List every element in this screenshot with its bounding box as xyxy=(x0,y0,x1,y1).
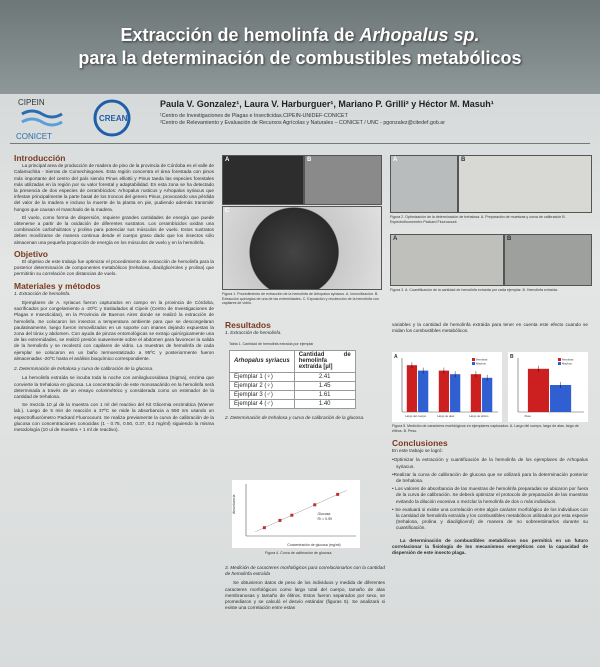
table-cell-name: Ejemplar 4 (♂) xyxy=(230,400,295,409)
fig3-caption: Figura 3. A. Cuantificación de la cantidad de hemolinfa extraída por cada ejemplar. B. Hemolinfa extraída. xyxy=(390,288,559,292)
table-cell-value: 2.41 xyxy=(294,372,355,381)
table-cell-value: 1.61 xyxy=(294,391,355,400)
fig5b-legend-entry: Machos xyxy=(562,361,572,366)
affiliation-2: ²Centro de Relevamiento y Evaluación de Recursos Agrícolas y Naturales – CONICET / UNC - pgonzalez@citedef.gob.ar xyxy=(160,120,445,126)
logos xyxy=(12,96,142,146)
fig4-caption: Figura 4. Curva de calibración de glucosa. xyxy=(265,551,333,555)
fig1-caption: Figura 1. Procedimiento de extracción de la hemolinfa de Arhopalus syriacus. A. Inmovilización. B. Extracción quirúrgica de una de las extremidades. C. Exposición y recolección de la hemolinfa con capilares de vidrio. xyxy=(222,292,379,306)
table-row xyxy=(230,391,356,400)
resultados-sub2: 2. Determinación de trehalosa y curva de calibración de la glucosa. xyxy=(225,415,365,421)
fig2-label-a: A xyxy=(393,157,398,163)
intro-heading: Introducción xyxy=(14,153,66,163)
fig2-photo-a xyxy=(390,155,458,213)
fig5a-bar xyxy=(482,378,492,412)
title-line1: Extracción de hemolinfa de xyxy=(120,25,360,45)
fig1-label-b: B xyxy=(307,157,312,163)
fig4-ylabel: Absorbancia xyxy=(232,494,236,514)
cipein-logo xyxy=(12,96,142,146)
fig5b-tick-label: Peso xyxy=(524,414,531,418)
fig3-label-b: B xyxy=(507,236,512,242)
fig5a-bar xyxy=(471,374,481,412)
fig5b-panel-label: B xyxy=(510,354,514,360)
table-cell-name: Ejemplar 1 (♀) xyxy=(230,372,295,381)
cipein-text: CIPEIN xyxy=(18,98,45,107)
fig4-point xyxy=(336,493,339,496)
affiliations xyxy=(160,113,590,127)
intro-p1: La principal area de producción de madera de pino de la provincia de Córdoba es el valle de Calamuchita - Sierras de Comechingones. Esta región concentra el área forestada con pinos más importante del centro del país siendo Pinus elliottii y Pinus taeda las especies forestales más utilizadas en la región por su valor forestal y adaptabilidad. En esta zona se ha detectado la presencia de dos especies de cerambícidos: Arhopalus rusticus y Arhopalus syriacus que infestan principalmente la parte basal de los troncos del genero Pinus, provocando una pérdida del valor de la madera e incluso la muerte de la planta en pie, pudiendo además transmitir hongos que causan el manchado de la madera. xyxy=(14,163,214,212)
resultados-sub3: 3. Medición de caracteres morfológicos para correlacionarlos con la cantidad de hemolinfa extraída xyxy=(225,565,385,577)
hemolinfa-table xyxy=(229,350,356,409)
fig5a-bar xyxy=(450,374,460,412)
fig5a-tick-label: Largo del cuerpo xyxy=(405,414,427,418)
resultados-sub1: 1. Extracción de hemolinfa. xyxy=(225,330,282,336)
fig5a-legend-swatch xyxy=(472,362,475,365)
fig5a-bar xyxy=(439,371,449,412)
table-cell-name: Ejemplar 2 (♀) xyxy=(230,381,295,390)
fig4-point xyxy=(263,526,266,529)
title-species: Arhopalus sp. xyxy=(359,25,480,45)
right-column-top xyxy=(392,322,588,336)
authors: Paula V. Gonzalez¹, Laura V. Harburguer¹, Mariano P. Grilli² y Héctor M. Masuh¹ xyxy=(160,99,494,109)
header-rule xyxy=(10,143,590,144)
fig5b-legend-swatch xyxy=(558,358,561,361)
table-caption: Tabla 1. Cantidad de hemolinfa extraída por ejemplar xyxy=(229,342,314,347)
fig5a-chart xyxy=(392,352,502,422)
fig1-photo-a xyxy=(222,155,304,205)
resultados-column xyxy=(225,322,385,425)
final-statement: La determinación de combustibles metabólicos nos permitirá en un futuro correlacionar la fisiología de los mecanismos energéticos con la capacidad de dispersión de este insecto plaga. xyxy=(392,537,588,556)
table-cell-value: 1.40 xyxy=(294,400,355,409)
fig4-legend-entry: R² = 0.99 xyxy=(317,517,332,522)
resultados-heading: Resultados xyxy=(225,320,271,330)
fig4-chart xyxy=(232,480,360,548)
conclusion-bullet: • Se evaluará si existe una correlación entre algún carácter morfológico de los individuos con la cantidad de hemolinfa extraída y los combustibles metabólicos utilizados por esta especie (trehalosa, prolina y diacilglicerol) de manera de no sobreestimarlos durante su cuantificación. xyxy=(392,506,588,531)
affiliation-1: ¹Centro de Investigaciones de Plagas e Insecticidas.CIPEIN-UNIDEF-CONICET xyxy=(160,113,348,119)
resultados-p3: Se obtuvieron datos de peso de los individuos y medida de diferentes caracteres morfológicos como largo total del cuerpo, tamaño de alas membranosas y tamaño de élitros. Estos fueron separados por sexo, se promediaron y se calculó el desvío estándar (figuras 5). Se analizará si existe una correlación entre estas xyxy=(225,580,385,611)
crean-text: CREAN xyxy=(99,114,128,123)
fig5-caption: Figura 5. Medición de caracteres morfológicos en ejemplares capturados. A. Largo del cuerpo, largo de alas, largo de élitros. B. Peso. xyxy=(392,424,579,433)
fig5b-chart xyxy=(508,352,588,422)
fig4-point xyxy=(313,503,316,506)
fig5a-bar xyxy=(418,371,428,412)
objetivo-heading: Objetivo xyxy=(14,248,49,259)
right-continuation: variables y la cantidad de hemolinfa extraída para tener en cuenta este efecto cuando se midan los combustibles metabólicos. xyxy=(392,322,588,334)
fig5a-tick-label: Largo de alas xyxy=(437,414,455,418)
table-row xyxy=(230,400,356,409)
fig4-point xyxy=(278,519,281,522)
conclusiones-column xyxy=(392,440,588,558)
table-cell-value: 1.45 xyxy=(294,381,355,390)
metodos-heading: Materiales y métodos xyxy=(14,280,101,291)
objetivo-p1: El objetivo de este trabajo fue optimizar el procedimiento de extracción de hemolinfa para la posterior determinación de componentes metabólicos (trehalosa, diacilglicéroles y prolina) que permitirán su correlación con distancias de vuelo. xyxy=(14,259,214,277)
metodos-p1: Ejemplares de A. syriacus fueron capturados en campo en la provincia de Córdoba, sacrificados por congelamiento a -20ºC y trasladados al Cipein (Centro de Investigaciones de Plagas e Insecticidas), en la Provincia de Buenos Aires donde se realizó la extracción de hemolinfa. Se colocaron los insectos a temperatura ambiente para que se descongelaran paulatinamente, luego fueron inmovilizados en un soporte con imanes dejando expuestas la zona del tórax y abdomen. Con ayuda de pinzas entomológicas se extrajo quirúrgicamente una de las extremidades, se realizó presión suavemente sobre el abdomen para favorecer la salida de la hemolinfa y se recolectó con capilares de vidrio. La muestras de hemolinfa de cada ejemplar se colocaron en un baño termoestatizado a 95ºC y posteriormente fueron almacenadas -20ºC hasta el análisis bioquímico correspondiente. xyxy=(14,300,214,361)
table-row xyxy=(230,381,356,390)
poster-title xyxy=(0,24,600,70)
conclusion-bullet: •Realizar la curva de calibración de glucosa que se utilizará para la determinación posterior de trehalosa. xyxy=(392,471,588,484)
fig5b-legend-entry: Hembras xyxy=(562,357,574,362)
fig5a-panel-label: A xyxy=(394,354,398,360)
fig5b-bar xyxy=(550,385,571,412)
fig4-bg xyxy=(232,480,360,548)
fig5a-bar xyxy=(407,365,417,412)
fig5a-legend-entry: Machos xyxy=(476,361,486,366)
conclusion-bullet: • Los valores de absorbancia de las muestras de hemolinfa preparadas se ubicaron por fuera de la curva de calibración. Se deberá optimizar el protocolo de preparación de las muestras evitando la dilución excesiva o mezclar la hemolinfa de dos o más individuos. xyxy=(392,486,588,504)
intro-p2: El vuelo, como forma de dispersión, requiere grandes cantidades de energía que puede obtenerse a partir de la oxidación de diferentes sustratos. Los cerambícidos oxidan una combinación carbohidratos y prolina para potenciar sus músculos de vuelo. Estos sustratos deben movilizarse de manera continua desde el cuerpo graso dado que los insectos sólo almacenan una pequeña proporción de energía en los músculos de vuelo y en la hemolinfa. xyxy=(14,214,214,245)
fig5b-legend-swatch xyxy=(558,362,561,365)
fig5a-tick-label: Largo de élitros xyxy=(469,414,489,418)
table-header-amount: Cantidad de hemolinfa extraída [µl] xyxy=(294,351,355,373)
fig5b-bar xyxy=(528,369,549,412)
fig1-label-c: C xyxy=(225,208,230,214)
fig1-label-a: A xyxy=(225,157,230,163)
fig3-photo-b xyxy=(504,234,592,286)
conicet-text: CONICET xyxy=(16,132,52,141)
fig4-xlabel: Concentración de glucosa (mg/ml) xyxy=(287,543,341,547)
fig2-photo-b xyxy=(458,155,592,213)
conclusiones-heading: Conclusiones xyxy=(392,438,448,448)
metodos-sub2: 2. Determinación de trehalosa y curva de calibración de la glucosa. xyxy=(14,366,154,372)
table-cell-name: Ejemplar 3 (♂) xyxy=(230,391,295,400)
fig3-photo-a xyxy=(390,234,504,286)
table-header-row xyxy=(230,351,356,373)
title-line2: para la determinación de combustibles metabólicos xyxy=(78,48,522,68)
fig1-photo-c xyxy=(222,206,382,290)
fig5a-legend-entry: Hembras xyxy=(476,357,488,362)
metodos-p3: Se mezcla 10 µl de la muestra con 1 ml del reactivo del Kit Glicemia enzimática (Wiener lab.). Luego de 5 min de reacción a 37ºC se mide la absorbancia a 550 nm usando un espectrofluorómetro Packard Fluorocount. Se realiza previamente la curva de calibración de la glucosa con concentraciones conocidas (1 - 0.75, 0.50, 0.37, 0.2 mg/ml) siguiendo la misma metodología (10 ul de muestra + 1 ml de reactivo). xyxy=(14,402,214,432)
table-row xyxy=(230,372,356,381)
conclusion-bullet: •Optimizar la extracción y cuantificación de la hemolinfa de los ejemplares de Arhopalus syriacus. xyxy=(392,457,588,469)
metodos-sub1: 1. Extracción de hemolinfa. xyxy=(14,290,71,296)
fig1-photo-b xyxy=(304,155,382,205)
fig2-caption: Figura 2. Optimización de la determinación de trehalosa. A. Preparación de muestras y curva de calibración B. Espectrofluorómetro Packard Fluorocount. xyxy=(390,215,566,224)
left-column xyxy=(14,155,214,435)
fig2-label-b: B xyxy=(461,157,466,163)
fig3-label-a: A xyxy=(393,236,398,242)
fig5a-legend-swatch xyxy=(472,358,475,361)
metodos-p2: La hemolinfa extraída se incuba toda la noche con amiloglucosidasa (Sigma), enzima que convierte la trehalosa en glucosa. La concentración de este monosacárido en la hemolinfa será determinada a través de un ensayo colorimétrico y considerada como un estimador de la cantidad de trehalosa. xyxy=(14,375,214,399)
fig4-legend-entry: Glucosa xyxy=(317,512,331,517)
resultados-part3 xyxy=(225,565,385,613)
fig4-point xyxy=(290,514,293,517)
table-header-species: Arhopalus syriacus xyxy=(230,351,295,373)
logro-text: En este trabajo se logró: xyxy=(392,448,443,454)
